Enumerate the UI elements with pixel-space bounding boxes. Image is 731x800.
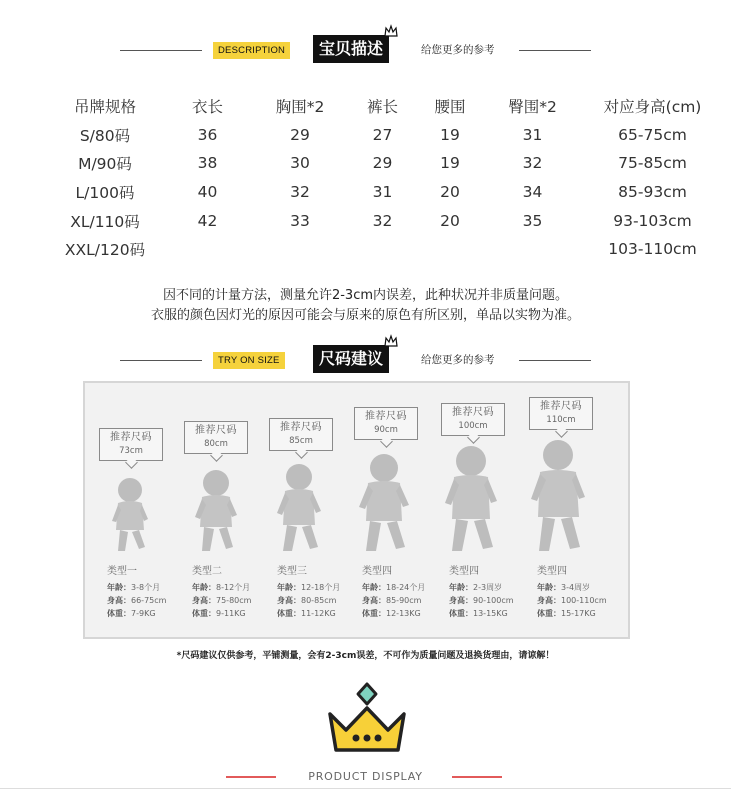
recommended-size-value: 73cm xyxy=(119,446,143,456)
column-header: 腰围 xyxy=(434,98,466,117)
recommended-size-box xyxy=(99,428,163,461)
height-value: 85-90cm xyxy=(386,596,422,605)
recommended-size-value: 100cm xyxy=(458,421,488,431)
recommended-size-label: 推荐尺码 xyxy=(452,407,494,418)
weight-label: 体重： xyxy=(192,609,216,618)
size-recommendation-panel xyxy=(83,381,630,639)
type-label: 类型四 xyxy=(362,566,392,577)
child-silhouette-icon xyxy=(106,475,156,555)
header-line-right xyxy=(519,360,591,361)
child-info xyxy=(449,581,514,620)
table-cell: XL/110码 xyxy=(70,212,140,231)
recommended-size-label: 推荐尺码 xyxy=(540,401,582,412)
age-value: 8-12个月 xyxy=(216,583,251,592)
table-cell: 30 xyxy=(290,154,310,173)
type-label: 类型三 xyxy=(277,566,307,577)
size-table xyxy=(50,92,720,264)
type-label: 类型一 xyxy=(107,566,137,577)
child-silhouette-icon xyxy=(439,443,505,555)
weight-label: 体重： xyxy=(107,609,131,618)
weight-label: 体重： xyxy=(362,609,386,618)
table-cell: XXL/120码 xyxy=(64,241,146,260)
height-label: 身高： xyxy=(362,596,386,605)
type-label: 类型二 xyxy=(192,566,222,577)
recommended-size-value: 110cm xyxy=(546,415,576,425)
table-row xyxy=(50,149,720,178)
table-cell xyxy=(480,235,585,264)
height-label: 身高： xyxy=(277,596,301,605)
age-value: 3-8个月 xyxy=(131,583,161,592)
table-cell: 93-103cm xyxy=(613,211,692,230)
table-cell: M/90码 xyxy=(78,155,132,174)
table-cell: 35 xyxy=(522,211,543,230)
table-cell: 29 xyxy=(372,154,393,173)
table-row xyxy=(50,206,720,235)
recommended-size-label: 推荐尺码 xyxy=(110,432,152,443)
weight-label: 体重： xyxy=(277,609,301,618)
bottom-divider xyxy=(0,788,731,789)
column-header: 胸围*2 xyxy=(275,98,325,117)
weight-label: 体重： xyxy=(537,609,561,618)
weight-value: 12-13KG xyxy=(386,609,421,618)
table-cell xyxy=(345,235,420,264)
child-info xyxy=(362,581,425,620)
table-cell: 27 xyxy=(372,125,393,144)
age-value: 3-4周岁 xyxy=(561,583,591,592)
recommendation-card xyxy=(348,383,434,633)
column-header: 对应身高(cm) xyxy=(603,98,702,117)
table-row xyxy=(50,178,720,207)
height-label: 身高： xyxy=(192,596,216,605)
weight-label: 体重： xyxy=(449,609,473,618)
child-silhouette-icon xyxy=(190,467,244,555)
section-title: 宝贝描述 xyxy=(319,39,384,58)
table-cell: S/80码 xyxy=(79,126,131,145)
age-label: 年龄： xyxy=(362,583,386,592)
age-label: 年龄： xyxy=(192,583,216,592)
table-cell: 31 xyxy=(522,125,543,144)
age-value: 18-24个月 xyxy=(386,583,426,592)
try-on-size-header xyxy=(0,342,731,382)
section-title-badge xyxy=(313,345,389,373)
table-cell: 36 xyxy=(197,125,218,144)
table-cell xyxy=(255,235,345,264)
recommended-size-value: 85cm xyxy=(289,436,313,446)
weight-value: 13-15KG xyxy=(473,609,508,618)
column-header: 裤长 xyxy=(366,98,398,117)
table-cell: 42 xyxy=(197,211,218,230)
recommendation-card xyxy=(178,383,264,633)
child-info xyxy=(192,581,251,620)
age-label: 年龄： xyxy=(537,583,561,592)
recommendation-card xyxy=(435,383,521,633)
age-label: 年龄： xyxy=(449,583,473,592)
table-cell: 32 xyxy=(290,183,310,202)
recommended-size-box xyxy=(529,397,593,430)
height-label: 身高： xyxy=(107,596,131,605)
age-value: 2-3周岁 xyxy=(473,583,503,592)
child-silhouette-icon xyxy=(354,451,416,555)
recommendation-card xyxy=(523,383,609,633)
footer-line-right xyxy=(452,776,502,778)
table-cell: 75-85cm xyxy=(618,154,687,173)
table-cell: 40 xyxy=(197,183,218,202)
child-silhouette-icon xyxy=(271,461,329,555)
table-cell: 32 xyxy=(522,154,543,173)
description-header xyxy=(0,32,731,72)
recommended-size-box xyxy=(184,421,248,454)
recommended-size-label: 推荐尺码 xyxy=(195,425,237,436)
measurement-notes xyxy=(0,286,731,326)
more-reference-text: 给您更多的参考 xyxy=(421,44,495,56)
type-label: 类型四 xyxy=(537,566,567,577)
table-row xyxy=(50,121,720,150)
table-cell: 19 xyxy=(440,125,460,144)
table-cell: L/100码 xyxy=(75,184,135,203)
age-label: 年龄： xyxy=(277,583,301,592)
recommendation-card xyxy=(263,383,349,633)
header-line-left xyxy=(120,360,202,361)
weight-value: 9-11KG xyxy=(216,609,246,618)
note-line: 因不同的计量方法，测量允许2-3cm内误差，此种状况并非质量问题。 xyxy=(162,288,569,303)
table-cell: 65-75cm xyxy=(618,125,687,144)
column-header: 吊牌规格 xyxy=(73,98,136,117)
size-disclaimer: *尺码建议仅供参考，平铺测量，会有2-3cm误差，不可作为质量问题及退换货理由，请谅解！ xyxy=(176,651,555,661)
recommendation-card xyxy=(93,383,179,633)
crown-icon xyxy=(322,680,412,762)
height-label: 身高： xyxy=(537,596,561,605)
table-cell: 32 xyxy=(372,211,393,230)
table-cell: 103-110cm xyxy=(608,240,697,259)
section-title: 尺码建议 xyxy=(319,349,384,368)
recommended-size-box xyxy=(354,407,418,440)
height-value: 66-75cm xyxy=(131,596,167,605)
mini-crown-icon xyxy=(383,23,399,39)
table-cell xyxy=(160,235,255,264)
child-info xyxy=(107,581,166,620)
table-cell: 33 xyxy=(290,211,310,230)
column-header: 衣长 xyxy=(191,98,223,117)
table-row xyxy=(50,235,720,264)
height-value: 100-110cm xyxy=(561,596,607,605)
product-display-title: PRODUCT DISPLAY xyxy=(308,770,423,783)
header-line-right xyxy=(519,50,591,51)
height-label: 身高： xyxy=(449,596,473,605)
table-cell: 20 xyxy=(440,211,460,230)
recommended-size-label: 推荐尺码 xyxy=(280,422,322,433)
table-cell: 31 xyxy=(372,183,393,202)
table-cell: 85-93cm xyxy=(618,183,687,202)
table-cell: 19 xyxy=(440,154,460,173)
type-label: 类型四 xyxy=(449,566,479,577)
weight-value: 15-17KG xyxy=(561,609,596,618)
table-cell: 38 xyxy=(197,154,218,173)
note-line: 衣服的颜色因灯光的原因可能会与原来的原色有所区别，单品以实物为准。 xyxy=(150,308,580,323)
age-label: 年龄： xyxy=(107,583,131,592)
header-line-left xyxy=(120,50,202,51)
recommended-size-box xyxy=(441,403,505,436)
column-header: 臀围*2 xyxy=(508,98,557,117)
height-value: 75-80cm xyxy=(216,596,252,605)
section-title-badge xyxy=(313,35,389,63)
mini-crown-icon xyxy=(383,333,399,349)
table-cell: 20 xyxy=(440,183,460,202)
child-silhouette-icon xyxy=(525,437,593,555)
height-value: 90-100cm xyxy=(473,596,514,605)
weight-value: 7-9KG xyxy=(131,609,156,618)
table-cell xyxy=(420,235,480,264)
height-value: 80-85cm xyxy=(301,596,337,605)
try-on-size-tag: TRY ON SIZE xyxy=(213,352,285,369)
recommended-size-label: 推荐尺码 xyxy=(365,411,407,422)
table-cell: 34 xyxy=(522,183,543,202)
more-reference-text: 给您更多的参考 xyxy=(421,354,495,366)
recommended-size-value: 90cm xyxy=(374,425,398,435)
table-cell: 29 xyxy=(290,125,310,144)
recommended-size-box xyxy=(269,418,333,451)
description-tag: DESCRIPTION xyxy=(213,42,290,59)
child-info xyxy=(277,581,340,620)
child-info xyxy=(537,581,607,620)
weight-value: 11-12KG xyxy=(301,609,336,618)
recommended-size-value: 80cm xyxy=(204,439,228,449)
age-value: 12-18个月 xyxy=(301,583,341,592)
size-table-header xyxy=(50,92,720,121)
